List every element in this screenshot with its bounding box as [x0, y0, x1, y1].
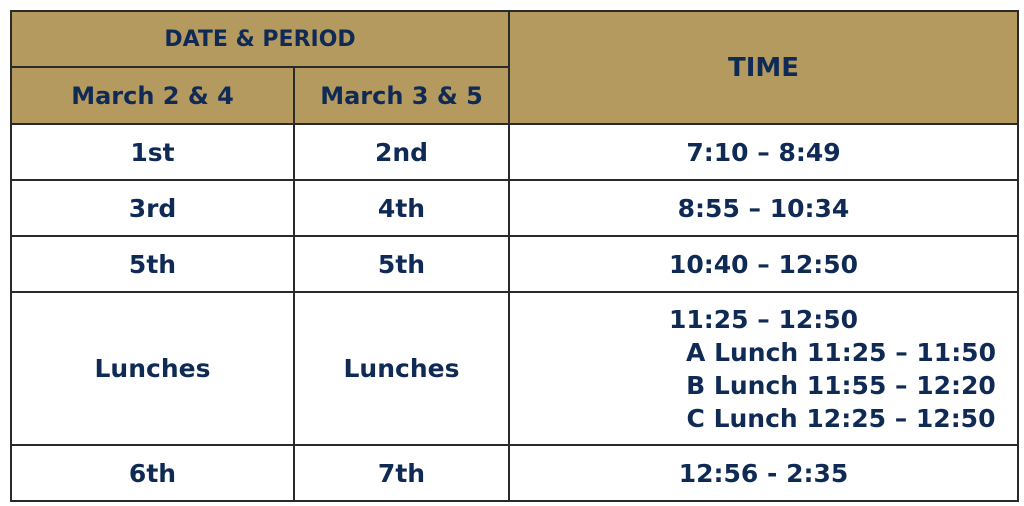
period-cell: 2nd [294, 124, 509, 180]
time-header: TIME [509, 11, 1018, 124]
time-cell: 12:56 - 2:35 [509, 445, 1018, 501]
period-cell: 6th [11, 445, 294, 501]
period-cell: 7th [294, 445, 509, 501]
period-cell: Lunches [294, 292, 509, 445]
lunch-b: B Lunch 11:55 – 12:20 [686, 370, 996, 400]
period-cell: 3rd [11, 180, 294, 236]
lunch-a: A Lunch 11:25 – 11:50 [686, 337, 996, 367]
period-cell: 5th [11, 236, 294, 292]
period-cell: 4th [294, 180, 509, 236]
date-period-header: DATE & PERIOD [11, 11, 509, 67]
col2-header: March 3 & 5 [294, 67, 509, 124]
time-cell: 8:55 – 10:34 [509, 180, 1018, 236]
period-cell: 5th [294, 236, 509, 292]
header-row-top [11, 11, 1018, 67]
table-row [11, 124, 1018, 180]
period-cell: Lunches [11, 292, 294, 445]
lunch-range: 11:25 – 12:50 [668, 304, 859, 334]
lunch-time-cell [509, 292, 1018, 445]
time-cell: 10:40 – 12:50 [509, 236, 1018, 292]
table-row-lunches [11, 292, 1018, 445]
time-cell: 7:10 – 8:49 [509, 124, 1018, 180]
lunch-c: C Lunch 12:25 – 12:50 [686, 403, 996, 433]
table-row [11, 180, 1018, 236]
period-cell: 1st [11, 124, 294, 180]
table-row [11, 236, 1018, 292]
table-row [11, 445, 1018, 501]
col1-header: March 2 & 4 [11, 67, 294, 124]
schedule-table [10, 10, 1019, 502]
